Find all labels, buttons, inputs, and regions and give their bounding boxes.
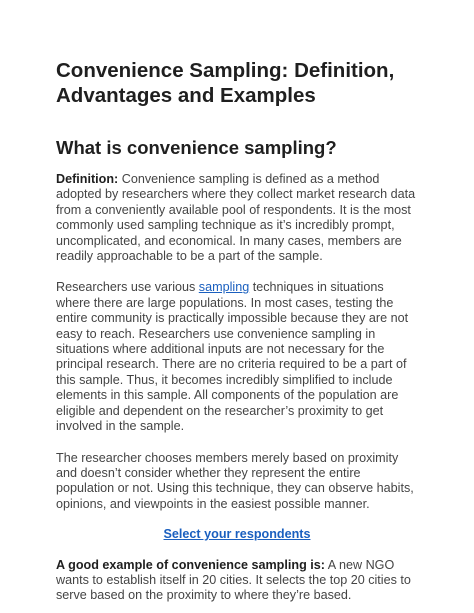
paragraph-text-before-link: Researchers use various [56, 280, 199, 295]
example-paragraph [56, 558, 418, 604]
select-respondents-link[interactable]: Select your respondents [163, 527, 311, 542]
definition-text: Convenience sampling is defined as a method adopted by researchers where they collect market research data from a conveniently available pool of respondents. It is the most commonly used sampling technique as it’s incredibly prompt, uncomplicated, and economical. In many cases, members are readily approachable to be a part of the sample. [56, 172, 416, 264]
document-title: Convenience Sampling: Definition, Advantages and Examples [56, 59, 395, 107]
example-label: A good example of convenience sampling is: [56, 557, 325, 572]
definition-paragraph [56, 172, 418, 264]
proximity-paragraph: The researcher chooses members merely based on proximity and doesn’t consider whether they represent the entire population or not. Using this technique, they can observe habits, opinions, and viewpoints in the easiest possible manner. [56, 450, 414, 511]
section-heading: What is convenience sampling? [56, 137, 337, 158]
sampling-link[interactable]: sampling [198, 280, 250, 295]
respondents-link-line [56, 527, 418, 542]
example-text: A new NGO wants to establish itself in 20 cities. It selects the top 20 cities to serve based on the proximity to where they’re based. [56, 557, 411, 603]
paragraph-text-after-link: techniques in situations where there are large populations. In most cases, testing the entire community is practically impossible because they are not easy to reach. Researchers use convenience sampling in situations where additional inputs are not necessary for the principal research. There are no criteria required to be a part of this sample. Thus, it becomes incredibly simplified to include elements in this sample. All components of the population are eligible and dependent on the researcher’s proximity to get involved in the sample. [56, 280, 409, 434]
definition-label: Definition: [56, 172, 119, 186]
sampling-techniques-paragraph [56, 280, 418, 434]
